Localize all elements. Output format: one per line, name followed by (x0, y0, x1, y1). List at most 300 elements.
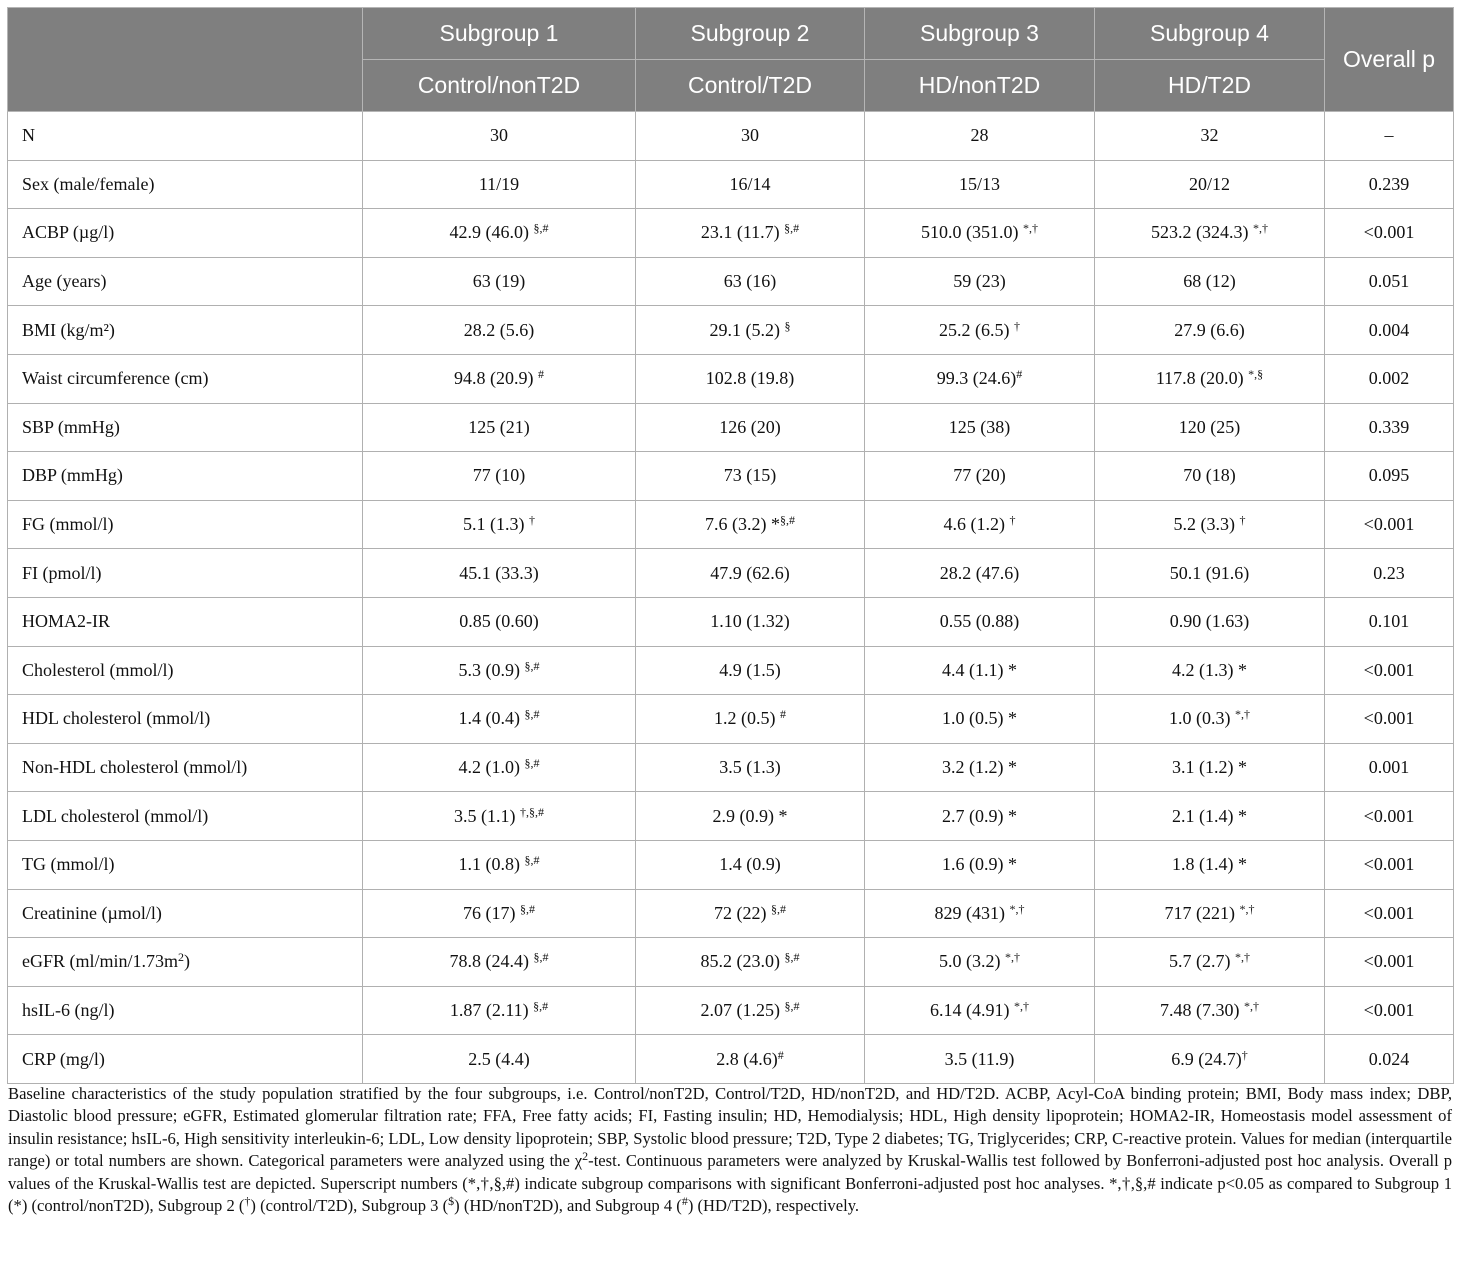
cell-value: 5.1 (1.3) (463, 514, 529, 535)
overall-p-cell: <0.001 (1325, 209, 1454, 258)
cell-value: 28.2 (47.6) (939, 562, 1020, 583)
value-cell-subgroup-4 (1095, 938, 1325, 987)
value-cell-subgroup-4 (1095, 354, 1325, 403)
row-label-text: LDL cholesterol (mmol/l) (22, 805, 209, 826)
significance-marker: §,# (520, 901, 535, 916)
cell-value: 0.90 (1.63) (1169, 611, 1250, 632)
row-label-text: Non-HDL cholesterol (mmol/l) (22, 757, 248, 778)
value-cell-subgroup-3 (865, 549, 1095, 598)
row-label-superscript: 2 (178, 950, 185, 965)
cell-value: 523.2 (324.3) (1151, 222, 1253, 243)
cell-value: 72 (22) (714, 902, 771, 923)
table-row (8, 986, 1454, 1035)
significance-marker: † (1241, 1047, 1248, 1062)
footnote-part-5: ) (HD/T2D), respectively. (687, 1196, 860, 1216)
cell-value: 829 (431) (934, 902, 1010, 923)
table-row (8, 160, 1454, 209)
table-row (8, 112, 1454, 161)
significance-marker: *,§ (1248, 367, 1264, 382)
row-label-text: TG (mmol/l) (22, 854, 115, 875)
row-label (8, 889, 363, 938)
cell-value: 4.6 (1.2) (943, 514, 1010, 535)
row-label (8, 646, 363, 695)
cell-value: 126 (20) (719, 416, 781, 437)
cell-value: 77 (10) (472, 465, 526, 486)
value-cell-subgroup-4 (1095, 500, 1325, 549)
cell-value: 28 (970, 125, 989, 146)
table-body (8, 112, 1454, 1084)
table-row (8, 743, 1454, 792)
table-row (8, 1035, 1454, 1084)
value-cell-subgroup-1 (363, 403, 636, 452)
overall-p-cell: <0.001 (1325, 646, 1454, 695)
row-label-text: N (22, 125, 35, 146)
cell-value: 2.07 (1.25) (700, 999, 785, 1020)
table-header (8, 8, 1454, 112)
table-row (8, 452, 1454, 501)
significance-marker: §,# (780, 513, 795, 528)
row-label (8, 160, 363, 209)
overall-p-cell: 0.024 (1325, 1035, 1454, 1084)
value-cell-subgroup-3 (865, 792, 1095, 841)
cell-value: 50.1 (91.6) (1169, 562, 1250, 583)
value-cell-subgroup-4 (1095, 743, 1325, 792)
cell-value: 717 (221) (1164, 902, 1240, 923)
row-label-text: CRP (mg/l) (22, 1048, 105, 1069)
overall-p-cell: 0.004 (1325, 306, 1454, 355)
row-label (8, 986, 363, 1035)
cell-value: 68 (12) (1183, 271, 1236, 292)
value-cell-subgroup-1 (363, 840, 636, 889)
value-cell-subgroup-4 (1095, 597, 1325, 646)
cell-value: 5.2 (3.3) (1173, 514, 1240, 535)
significance-marker: # (780, 707, 786, 722)
table-row (8, 354, 1454, 403)
value-cell-subgroup-3 (865, 695, 1095, 744)
significance-marker: § (784, 318, 791, 333)
value-cell-subgroup-2 (636, 597, 865, 646)
cell-value: 3.5 (1.1) (454, 805, 520, 826)
value-cell-subgroup-2 (636, 695, 865, 744)
cell-value: 25.2 (6.5) (939, 319, 1014, 340)
row-label (8, 597, 363, 646)
header-group-3: HD/nonT2D (865, 60, 1095, 112)
overall-p-cell: 0.101 (1325, 597, 1454, 646)
significance-marker: † (1009, 513, 1016, 528)
significance-marker: §,# (524, 756, 540, 771)
significance-marker: † (1239, 513, 1246, 528)
table-row (8, 257, 1454, 306)
significance-marker: §,# (533, 998, 549, 1013)
value-cell-subgroup-1 (363, 354, 636, 403)
baseline-characteristics-table (7, 7, 1454, 1084)
significance-marker: # (538, 367, 544, 382)
cell-value: 63 (16) (723, 271, 777, 292)
value-cell-subgroup-2 (636, 889, 865, 938)
cell-value: 1.2 (0.5) (714, 708, 780, 729)
cell-value: 125 (21) (468, 416, 530, 437)
table-row (8, 306, 1454, 355)
overall-p-cell: <0.001 (1325, 840, 1454, 889)
row-label (8, 743, 363, 792)
overall-p-cell: <0.001 (1325, 695, 1454, 744)
significance-marker: † (529, 513, 535, 528)
value-cell-subgroup-4 (1095, 695, 1325, 744)
cell-value: 1.10 (1.32) (710, 611, 790, 632)
cell-value: 2.7 (0.9) * (942, 805, 1017, 826)
row-label (8, 1035, 363, 1084)
value-cell-subgroup-1 (363, 938, 636, 987)
cell-value: 0.55 (0.88) (939, 611, 1020, 632)
cell-value: 85.2 (23.0) (700, 951, 785, 972)
significance-marker: *,† (1253, 221, 1268, 236)
overall-p-cell: <0.001 (1325, 500, 1454, 549)
cell-value: 28.2 (5.6) (463, 319, 535, 340)
value-cell-subgroup-3 (865, 889, 1095, 938)
row-label-text: eGFR (ml/min/1.73m (22, 951, 179, 972)
cell-value: 99.3 (24.6) (936, 368, 1017, 389)
value-cell-subgroup-1 (363, 792, 636, 841)
value-cell-subgroup-3 (865, 986, 1095, 1035)
value-cell-subgroup-4 (1095, 646, 1325, 695)
value-cell-subgroup-3 (865, 1035, 1095, 1084)
footnote-sup-3: $ (448, 1194, 455, 1209)
cell-value: 11/19 (478, 173, 520, 194)
value-cell-subgroup-3 (865, 112, 1095, 161)
cell-value: 42.9 (46.0) (449, 222, 534, 243)
value-cell-subgroup-4 (1095, 452, 1325, 501)
cell-value: 1.8 (1.4) * (1172, 854, 1247, 875)
cell-value: 76 (17) (463, 902, 520, 923)
cell-value: 5.7 (2.7) (1169, 951, 1235, 972)
cell-value: 1.0 (0.5) * (942, 708, 1017, 729)
value-cell-subgroup-2 (636, 452, 865, 501)
significance-marker: §,# (533, 950, 549, 965)
value-cell-subgroup-1 (363, 549, 636, 598)
cell-value: 120 (25) (1178, 416, 1241, 437)
overall-p-cell: <0.001 (1325, 938, 1454, 987)
table-row (8, 792, 1454, 841)
significance-marker: *,† (1244, 998, 1259, 1013)
cell-value: 94.8 (20.9) (454, 368, 538, 389)
cell-value: 4.4 (1.1) * (942, 659, 1017, 680)
value-cell-subgroup-4 (1095, 889, 1325, 938)
header-group-2: Control/T2D (636, 60, 865, 112)
cell-value: 30 (490, 125, 508, 146)
cell-value: 29.1 (5.2) (709, 319, 785, 340)
cell-value: 4.9 (1.5) (719, 659, 781, 680)
overall-p-cell: 0.23 (1325, 549, 1454, 598)
cell-value: 30 (741, 125, 759, 146)
cell-value: 15/13 (958, 173, 1000, 194)
cell-value: 5.0 (3.2) (939, 951, 1005, 972)
cell-value: 7.6 (3.2) * (705, 514, 780, 535)
cell-value: 3.5 (1.3) (719, 757, 781, 778)
footnote-part-3: ) (control/T2D), Subgroup 3 ( (250, 1196, 449, 1216)
value-cell-subgroup-4 (1095, 209, 1325, 258)
significance-marker: §,# (524, 658, 540, 673)
header-subgroup-3: Subgroup 3 (865, 8, 1095, 60)
value-cell-subgroup-1 (363, 1035, 636, 1084)
significance-marker: †,§,# (520, 804, 544, 819)
cell-value: 77 (20) (953, 465, 1006, 486)
value-cell-subgroup-3 (865, 452, 1095, 501)
cell-value: 6.14 (4.91) (930, 999, 1014, 1020)
cell-value: 4.2 (1.3) * (1172, 659, 1247, 680)
row-label (8, 403, 363, 452)
overall-p-cell: 0.051 (1325, 257, 1454, 306)
value-cell-subgroup-4 (1095, 257, 1325, 306)
value-cell-subgroup-4 (1095, 1035, 1325, 1084)
significance-marker: # (1016, 367, 1023, 382)
table-row (8, 549, 1454, 598)
cell-value: 1.4 (0.4) (458, 708, 525, 729)
table-row (8, 938, 1454, 987)
footnote-sup-2: † (244, 1194, 251, 1209)
overall-p-cell: – (1325, 112, 1454, 161)
footnote-sup-1: 2 (582, 1149, 589, 1164)
cell-value: 73 (15) (723, 465, 777, 486)
cell-value: 3.2 (1.2) * (942, 757, 1017, 778)
significance-marker: §,# (524, 707, 540, 722)
row-label (8, 306, 363, 355)
value-cell-subgroup-3 (865, 500, 1095, 549)
value-cell-subgroup-3 (865, 257, 1095, 306)
cell-value: 1.1 (0.8) (458, 854, 525, 875)
cell-value: 20/12 (1188, 173, 1230, 194)
footnote-part-4: ) (HD/nonT2D), and Subgroup 4 ( (454, 1196, 682, 1216)
header-subgroup-4: Subgroup 4 (1095, 8, 1325, 60)
cell-value: 1.87 (2.11) (449, 999, 534, 1020)
value-cell-subgroup-4 (1095, 403, 1325, 452)
significance-marker: *,† (1235, 950, 1250, 965)
value-cell-subgroup-4 (1095, 112, 1325, 161)
row-label (8, 112, 363, 161)
value-cell-subgroup-1 (363, 889, 636, 938)
header-group-4: HD/T2D (1095, 60, 1325, 112)
cell-value: 510.0 (351.0) (921, 222, 1023, 243)
table-container (7, 7, 1453, 1084)
value-cell-subgroup-2 (636, 792, 865, 841)
significance-marker: *,† (1005, 950, 1020, 965)
footnote-part-2: -test. Continuous parameters were analyzed by Kruskal-Wallis test followed by Bonferroni-adjusted post hoc analysis. Overall p values of the Kruskal-Wallis test are depicted. Superscript numbers (*,†,§,#) indicate subgroup comparisons with significant Bonferroni-adjusted post hoc analyses. *,†,§,# indicate p<0.05 as compared to Subgroup 1 (*) (control/nonT2D), Subgroup 2 ( (8, 1151, 1452, 1216)
value-cell-subgroup-2 (636, 209, 865, 258)
value-cell-subgroup-1 (363, 160, 636, 209)
value-cell-subgroup-4 (1095, 792, 1325, 841)
overall-p-cell: 0.001 (1325, 743, 1454, 792)
significance-marker: *,† (1235, 707, 1250, 722)
footnote-part-1: Baseline characteristics of the study population stratified by the four subgroups, i.e. Control/nonT2D, Control/T2D, HD/nonT2D, and HD/T2D. ACBP, Acyl-CoA binding protein; BMI, Body mass index; DBP, Diastolic blood pressure; eGFR, Estimated glomerular filtration rate; FFA, Free fatty acids; FI, Fasting insulin; HD, Hemodialysis; HDL, High density lipoprotein; HOMA2-IR, Homeostasis model assessment of insulin resistance; hsIL-6, High sensitivity interleukin-6; LDL, Low density lipoprotein; SBP, Systolic blood pressure; T2D, Type 2 diabetes; TG, Triglycerides; CRP, C-reactive protein. Values for median (interquartile range) or total numbers are shown. Categorical parameters were analyzed using the χ (8, 1084, 1452, 1171)
row-label-text: HOMA2-IR (22, 611, 110, 632)
cell-value: 3.1 (1.2) * (1172, 757, 1247, 778)
value-cell-subgroup-1 (363, 743, 636, 792)
header-subgroup-2: Subgroup 2 (636, 8, 865, 60)
significance-marker: §,# (533, 221, 549, 236)
cell-value: 2.5 (4.4) (468, 1048, 530, 1069)
table-row (8, 840, 1454, 889)
row-label-text: Sex (male/female) (22, 173, 155, 194)
overall-p-cell: 0.095 (1325, 452, 1454, 501)
row-label-text: SBP (mmHg) (22, 416, 120, 437)
significance-marker: † (1014, 318, 1020, 333)
row-label (8, 209, 363, 258)
cell-value: 4.2 (1.0) (458, 757, 525, 778)
row-label-text: Waist circumference (cm) (22, 368, 209, 389)
value-cell-subgroup-2 (636, 403, 865, 452)
cell-value: 2.8 (4.6) (716, 1048, 778, 1069)
value-cell-subgroup-3 (865, 306, 1095, 355)
cell-value: 78.8 (24.4) (449, 951, 534, 972)
value-cell-subgroup-3 (865, 354, 1095, 403)
cell-value: 6.9 (24.7) (1171, 1048, 1242, 1069)
value-cell-subgroup-2 (636, 354, 865, 403)
value-cell-subgroup-3 (865, 938, 1095, 987)
row-label-text: BMI (kg/m²) (22, 319, 115, 340)
cell-value: 45.1 (33.3) (459, 562, 539, 583)
value-cell-subgroup-2 (636, 938, 865, 987)
row-label (8, 840, 363, 889)
table-row (8, 695, 1454, 744)
cell-value: 23.1 (11.7) (700, 222, 785, 243)
header-subgroup-1: Subgroup 1 (363, 8, 636, 60)
cell-value: 16/14 (729, 173, 771, 194)
table-row (8, 646, 1454, 695)
row-label-text: Age (years) (22, 271, 107, 292)
value-cell-subgroup-3 (865, 840, 1095, 889)
row-label-text: hsIL-6 (ng/l) (22, 999, 115, 1020)
table-row (8, 889, 1454, 938)
cell-value: 0.85 (0.60) (459, 611, 539, 632)
footnote-sup-4: # (681, 1194, 688, 1209)
value-cell-subgroup-2 (636, 646, 865, 695)
cell-value: 117.8 (20.0) (1155, 368, 1249, 389)
header-overall-p: Overall p (1325, 8, 1454, 112)
value-cell-subgroup-2 (636, 500, 865, 549)
row-label-text: HDL cholesterol (mmol/l) (22, 708, 211, 729)
value-cell-subgroup-1 (363, 986, 636, 1035)
row-label (8, 695, 363, 744)
significance-marker: *,† (1009, 901, 1025, 916)
value-cell-subgroup-1 (363, 257, 636, 306)
cell-value: 2.9 (0.9) * (712, 805, 788, 826)
row-label (8, 452, 363, 501)
value-cell-subgroup-3 (865, 160, 1095, 209)
cell-value: 125 (38) (948, 416, 1011, 437)
value-cell-subgroup-1 (363, 597, 636, 646)
value-cell-subgroup-2 (636, 112, 865, 161)
row-label-text: FG (mmol/l) (22, 514, 114, 535)
significance-marker: §,# (784, 221, 800, 236)
value-cell-subgroup-1 (363, 646, 636, 695)
significance-marker: *,† (1023, 221, 1038, 236)
value-cell-subgroup-3 (865, 646, 1095, 695)
value-cell-subgroup-2 (636, 840, 865, 889)
row-label (8, 500, 363, 549)
value-cell-subgroup-1 (363, 209, 636, 258)
row-label-text: FI (pmol/l) (22, 562, 102, 583)
cell-value: 70 (18) (1183, 465, 1236, 486)
cell-value: 102.8 (19.8) (705, 368, 795, 389)
value-cell-subgroup-1 (363, 500, 636, 549)
cell-value: 1.0 (0.3) (1169, 708, 1235, 729)
significance-marker: *,† (1014, 998, 1029, 1013)
value-cell-subgroup-1 (363, 306, 636, 355)
table-row (8, 500, 1454, 549)
row-label (8, 257, 363, 306)
row-label-text: ACBP (µg/l) (22, 222, 115, 243)
value-cell-subgroup-4 (1095, 986, 1325, 1035)
cell-value: 1.6 (0.9) * (942, 854, 1017, 875)
value-cell-subgroup-3 (865, 597, 1095, 646)
significance-marker: *,† (1239, 901, 1255, 916)
table-row (8, 597, 1454, 646)
significance-marker: §,# (524, 853, 540, 868)
overall-p-cell: 0.002 (1325, 354, 1454, 403)
cell-value: 32 (1200, 125, 1219, 146)
overall-p-cell: <0.001 (1325, 986, 1454, 1035)
overall-p-cell: <0.001 (1325, 792, 1454, 841)
cell-value: 1.4 (0.9) (719, 854, 781, 875)
cell-value: 63 (19) (472, 271, 526, 292)
value-cell-subgroup-2 (636, 306, 865, 355)
table-row (8, 209, 1454, 258)
value-cell-subgroup-2 (636, 1035, 865, 1084)
value-cell-subgroup-3 (865, 743, 1095, 792)
cell-value: 7.48 (7.30) (1160, 999, 1244, 1020)
value-cell-subgroup-2 (636, 160, 865, 209)
row-label-text: Cholesterol (mmol/l) (22, 659, 174, 680)
value-cell-subgroup-2 (636, 257, 865, 306)
header-empty-cell (8, 8, 363, 112)
overall-p-cell: 0.239 (1325, 160, 1454, 209)
value-cell-subgroup-4 (1095, 160, 1325, 209)
row-label (8, 354, 363, 403)
value-cell-subgroup-3 (865, 403, 1095, 452)
value-cell-subgroup-4 (1095, 306, 1325, 355)
value-cell-subgroup-1 (363, 112, 636, 161)
significance-marker: §,# (784, 998, 800, 1013)
row-label (8, 792, 363, 841)
row-label (8, 938, 363, 987)
value-cell-subgroup-4 (1095, 549, 1325, 598)
cell-value: 27.9 (6.6) (1174, 319, 1245, 340)
value-cell-subgroup-4 (1095, 840, 1325, 889)
cell-value: 2.1 (1.4) * (1172, 805, 1247, 826)
overall-p-cell: <0.001 (1325, 889, 1454, 938)
value-cell-subgroup-3 (865, 209, 1095, 258)
value-cell-subgroup-1 (363, 452, 636, 501)
row-label-text: Creatinine (µmol/l) (22, 902, 162, 923)
value-cell-subgroup-2 (636, 986, 865, 1035)
table-row (8, 403, 1454, 452)
row-label (8, 549, 363, 598)
overall-p-cell: 0.339 (1325, 403, 1454, 452)
significance-marker: §,# (784, 950, 800, 965)
value-cell-subgroup-2 (636, 743, 865, 792)
table-footnote (8, 1083, 1452, 1217)
significance-marker: §,# (771, 901, 786, 916)
cell-value: 3.5 (11.9) (944, 1048, 1015, 1069)
row-label-end: ) (184, 951, 191, 972)
header-group-1: Control/nonT2D (363, 60, 636, 112)
value-cell-subgroup-1 (363, 695, 636, 744)
value-cell-subgroup-2 (636, 549, 865, 598)
cell-value: 59 (23) (953, 271, 1006, 292)
cell-value: 5.3 (0.9) (458, 659, 525, 680)
cell-value: 47.9 (62.6) (710, 562, 790, 583)
significance-marker: # (777, 1047, 784, 1062)
row-label-text: DBP (mmHg) (22, 465, 123, 486)
